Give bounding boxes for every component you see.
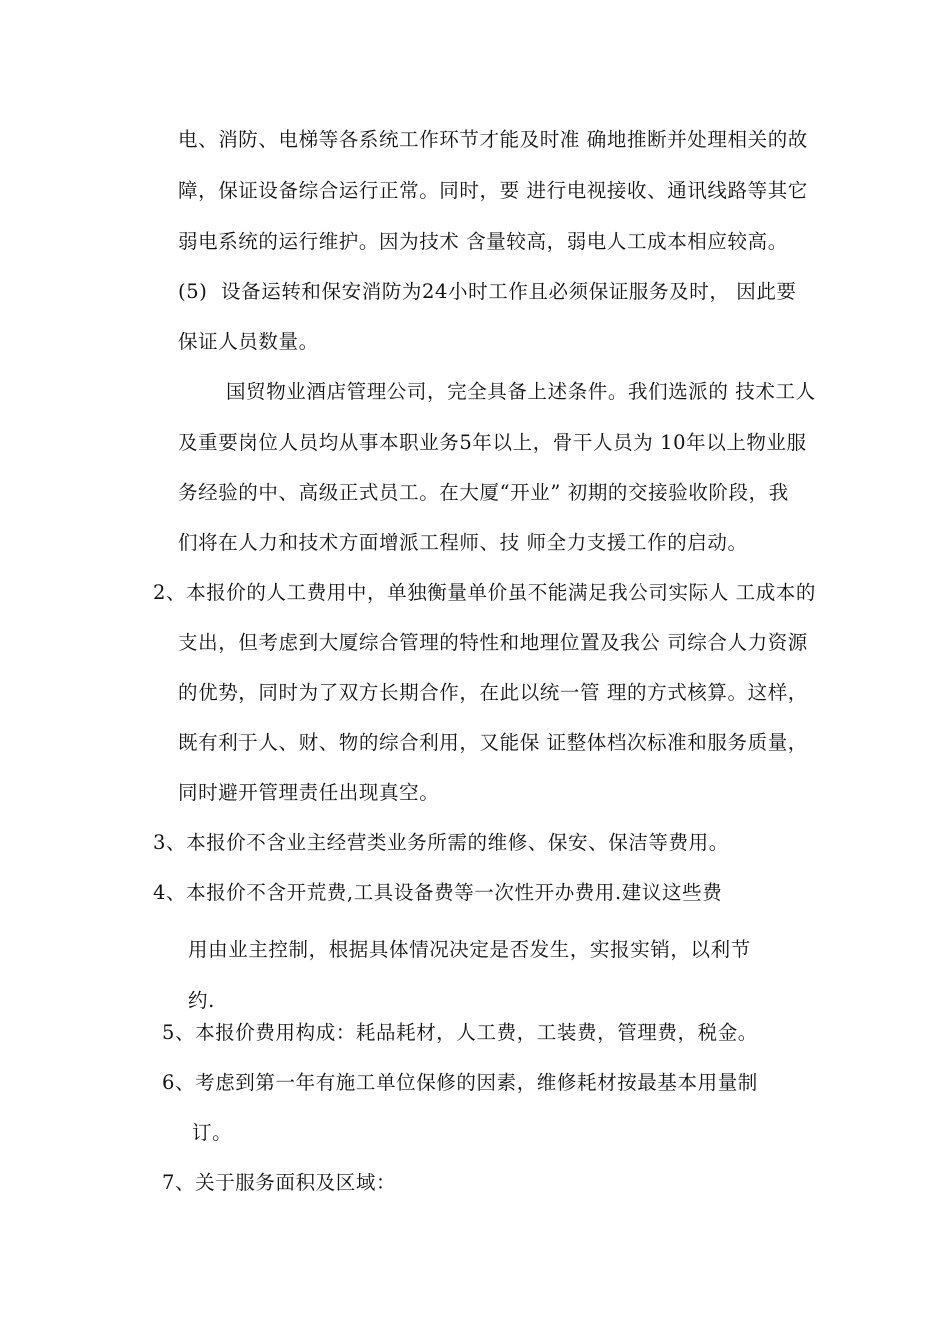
text-line-5: 保证人员数量。	[178, 330, 319, 353]
text-line-9: 们将在人力和技术方面增派工程师、技 师全力支援工作的启动。	[178, 531, 748, 554]
text-line-4: (5) 设备运转和保安消防为24小时工作且必须保证服务及时， 因此要	[178, 280, 797, 303]
text-line-15: 3、本报价不含业主经营类业务所需的维修、保安、保洁等费用。	[153, 831, 729, 854]
text-line-2: 障，保证设备综合运行正常。同时，要 进行电视接收、通讯线路等其它	[178, 179, 808, 202]
text-line-7: 及重要岗位人员均从事本职业务5年以上，骨干人员为 10年以上物业服	[178, 431, 807, 454]
text-line-1: 电、消防、电梯等各系统工作环节才能及时准 确地推断并处理相关的故	[178, 128, 808, 151]
text-line-6: 国贸物业酒店管理公司，完全具备上述条件。我们选派的 技术工人	[226, 380, 816, 403]
text-line-3: 弱电系统的运行维护。因为技术 含量较高，弱电人工成本相应较高。	[178, 230, 788, 253]
text-line-18: 约.	[188, 989, 215, 1012]
text-line-17: 用由业主控制，根据具体情况决定是否发生，实报实销，以利节	[188, 938, 751, 961]
text-line-14: 同时避开管理责任出现真空。	[178, 781, 440, 804]
text-line-21: 订。	[192, 1121, 233, 1144]
text-line-13: 既有利于人、财、物的综合利用，又能保 证整体档次标准和服务质量，	[178, 731, 808, 754]
text-line-12: 的优势，同时为了双方长期合作，在此以统一管 理的方式核算。这样，	[178, 681, 808, 704]
text-line-8: 务经验的中、高级正式员工。在大厦“开业” 初期的交接验收阶段，我	[178, 481, 789, 504]
text-line-16: 4、本报价不含开荒费,工具设备费等一次性开办费用.建议这些费	[153, 881, 723, 904]
text-line-11: 支出，但考虑到大厦综合管理的特性和地理位置及我公 司综合人力资源	[178, 631, 808, 654]
text-line-20: 6、考虑到第一年有施工单位保修的因素，维修耗材按最基本用量制	[162, 1071, 758, 1094]
text-line-22: 7、关于服务面积及区域：	[162, 1171, 397, 1194]
text-line-19: 5、本报价费用构成：耗品耗材，人工费，工装费，管理费，税金。	[162, 1021, 758, 1044]
text-line-10: 2、本报价的人工费用中，单独衡量单价虽不能满足我公司实际人 工成本的	[153, 581, 817, 604]
